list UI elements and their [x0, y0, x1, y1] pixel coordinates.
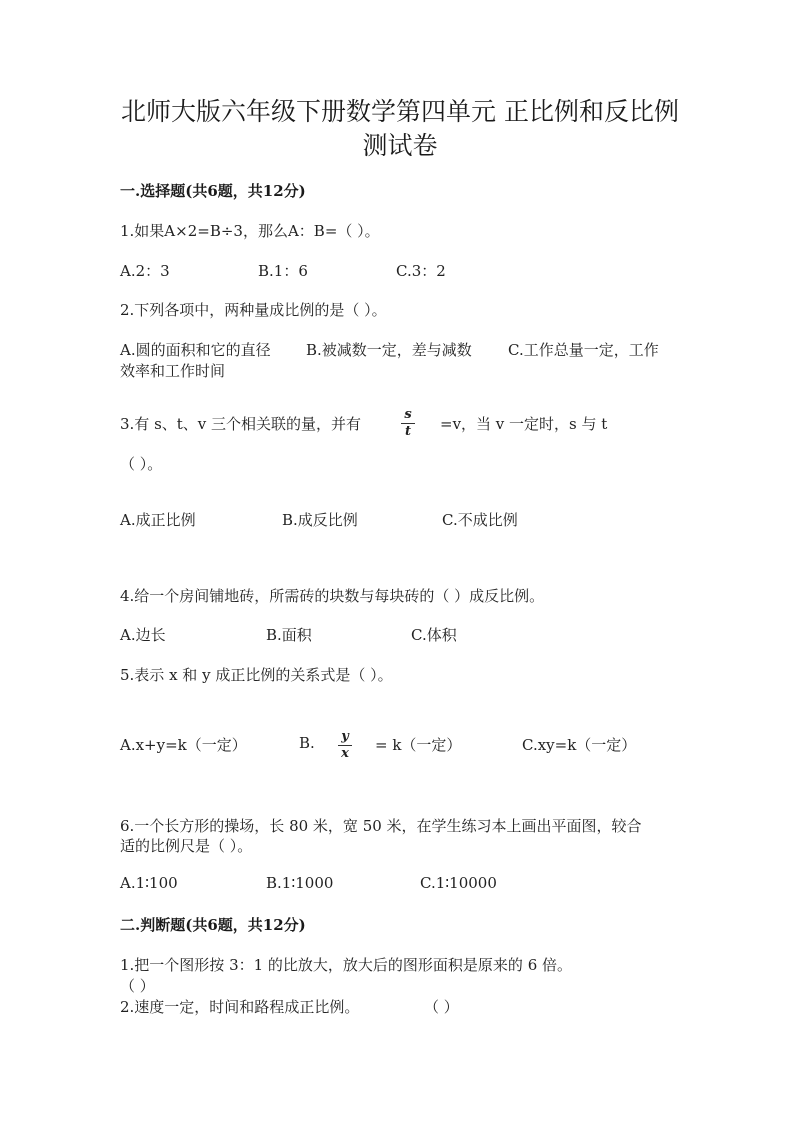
q2-option-b: B.被减数一定，差与减数	[306, 341, 472, 359]
q3-blank: （ ）。	[120, 455, 163, 473]
section1-heading: 一.选择题(共6题，共12分)	[120, 182, 306, 200]
q2-option-a: A.圆的面积和它的直径	[120, 341, 271, 359]
q4-text: 4.给一个房间铺地砖，所需砖的块数与每块砖的（ ）成反比例。	[120, 587, 545, 605]
q3-fraction	[401, 408, 415, 439]
q5-fraction-numerator: y	[338, 730, 352, 746]
page-title-line2: 测试卷	[362, 131, 438, 160]
q5-text: 5.表示 x 和 y 成正比例的关系式是（ ）。	[120, 666, 393, 684]
q5-fraction-denominator: x	[341, 746, 349, 761]
q3-fraction-numerator: s	[401, 408, 415, 424]
q1-option-c: C.3：2	[396, 262, 446, 280]
q3-option-a: A.成正比例	[120, 511, 196, 529]
q5-option-b-rest: = k（一定）	[375, 736, 462, 754]
q4-option-c: C.体积	[411, 626, 457, 644]
q5-option-a: A.x+y=k（一定）	[120, 736, 247, 754]
judge-q1-blank: （ ）	[120, 977, 155, 995]
q3-fraction-denominator: t	[404, 424, 411, 439]
q4-option-b: B.面积	[266, 626, 312, 644]
judge-q1-text-line1: 1.把一个图形按 3：1 的比放大，放大后的图形面积是原来的 6 倍。	[120, 956, 573, 974]
q3-text-after: =v，当 v 一定时，s 与 t	[440, 415, 608, 433]
q1-option-a: A.2：3	[120, 262, 170, 280]
q3-option-b: B.成反比例	[282, 511, 358, 529]
q6-option-c: C.1∶10000	[420, 874, 497, 892]
judge-q2-text: 2.速度一定，时间和路程成正比例。	[120, 998, 360, 1016]
q6-option-b: B.1∶1000	[266, 874, 334, 892]
q5-option-c: C.xy=k（一定）	[522, 736, 637, 754]
q3-option-c: C.不成比例	[442, 511, 518, 529]
section2-heading: 二.判断题(共6题，共12分)	[120, 916, 306, 934]
q5-fraction	[338, 730, 352, 761]
page-title-line1: 北师大版六年级下册数学第四单元 正比例和反比例	[121, 97, 679, 126]
q5-option-b-label: B.	[299, 734, 315, 752]
q2-option-c: C.工作总量一定，工作	[508, 341, 659, 359]
q2-text: 2.下列各项中，两种量成比例的是（ ）。	[120, 301, 387, 319]
q6-text-line2: 适的比例尺是（ ）。	[120, 837, 253, 855]
q3-text-before: 3.有 s、t、v 三个相关联的量，并有	[120, 415, 362, 433]
q6-option-a: A.1∶100	[120, 874, 178, 892]
q1-text: 1.如果A×2=B÷3，那么A：B=（ ）。	[120, 222, 380, 240]
q6-text-line1: 6.一个长方形的操场，长 80 米，宽 50 米，在学生练习本上画出平面图，较合	[120, 817, 642, 835]
q1-option-b: B.1：6	[258, 262, 308, 280]
q2-option-c-continuation: 效率和工作时间	[120, 362, 226, 380]
q4-option-a: A.边长	[120, 626, 166, 644]
judge-q2-blank: （ ）	[424, 998, 459, 1016]
